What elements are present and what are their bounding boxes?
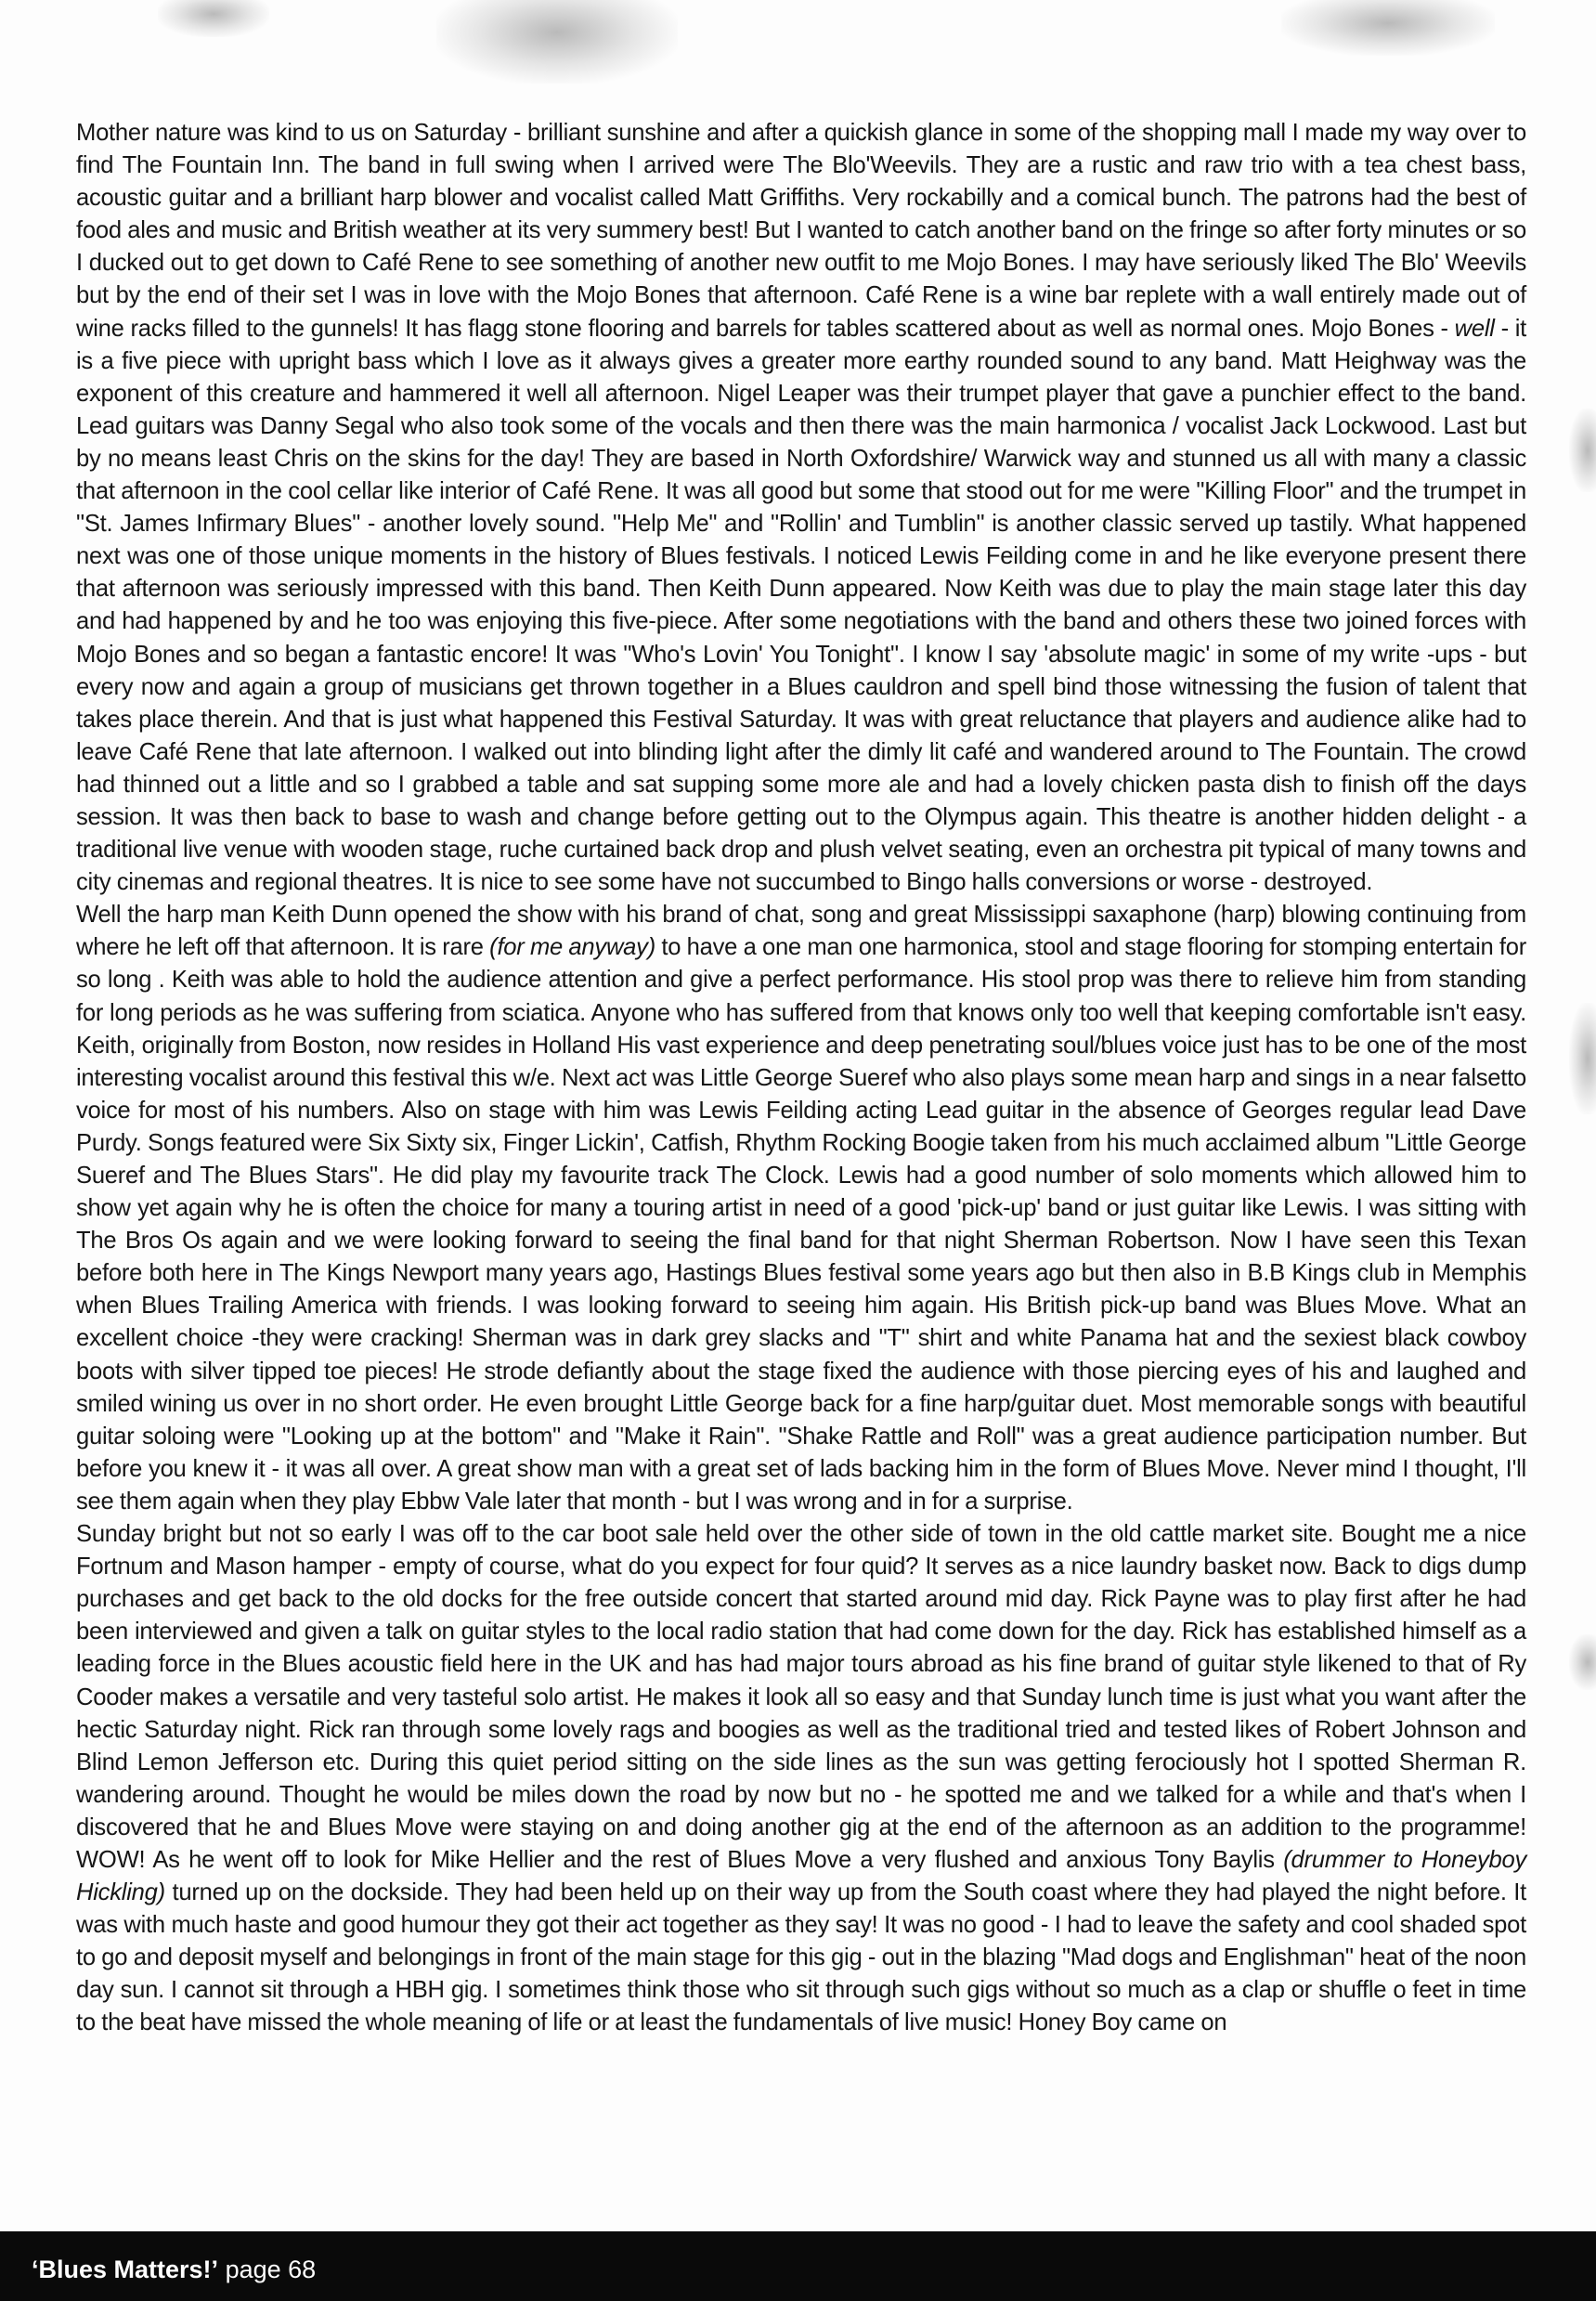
paragraph-text: turned up on the dockside. They had been held up on their way up from the South coast where they had played the night before. It was with much haste and good humour they got their act together as they say! It was no good - I had to leave the safety and cool shaded spot to go and deposit myself and belongings in front of the main stage for this gig - out in the blazing "Mad dogs and Englishman" heat of the noon day sun. I cannot sit through a HBH gig. I sometimes think those who sit through such gigs without so much as a clap or shuffle o feet in time to the beat have missed the whole meaning of life or at least the fundamentals of live music! Honey Boy came on [76,1879,1526,2036]
paragraph-text: - it is a five piece with upright bass which I love as it always gives a greater more earthy rounded sound to any band. Matt Heighway was the exponent of this creature and hammered it well all afternoon. Nigel Leaper was their trumpet player that gave a punchier effect to the band. Lead guitars was Danny Segal who also took some of the vocals and then there was the main harmonica / vocalist Jack Lockwood. Last but by no means least Chris on the skins for the day! They are based in North Oxfordshire/ Warwick way and stunned us all with many a classic that afternoon in the cool cellar like interior of Café Rene. It was all good but some that stood out for me were "Killing Floor" and the trumpet in "St. James Infirmary Blues" - another lovely sound. "Help Me" and "Rollin' and Tumblin" is another classic served up tastily. What happened next was one of those unique moments in the history of Blues festivals. I noticed Lewis Feilding come in and he like everyone present there that afternoon was seriously impressed with this band. Then Keith Dunn appeared. Now Keith was due to play the main stage later this day and had happened by and he too was enjoying this five-piece. After some negotiations with the band and others these two joined forces with Mojo Bones and so began a fantastic encore! It was "Who's Lovin' You Tonight". I know I say 'absolute magic' in some of my write -ups - but every now and again a group of musicians get thrown together in a Blues cauldron and spell bind those witnessing the fusion of talent that takes place therein. And that is just what happened this Festival Saturday. It was with great reluctance that players and audience alike had to leave Café Rene that late afternoon. I walked out into blinding light after the dimly lit café and wandered around to The Fountain. The crowd had thinned out a little and so I grabbed a table and sat supping some more ale and had a lovely chicken pasta dish to finish off the days session. It was then back to base to wash and change before getting out to the Olympus again. This theatre is another hidden delight - a traditional live venue with wooden stage, ruche curtained back drop and plush velvet seating, even an orchestra pit typical of many towns and city cinemas and regional theatres. It is nice to see some have not succumbed to Bingo halls conversions or worse - destroyed. [76,315,1526,896]
scan-smudge [1569,1634,1596,1690]
article-paragraph [76,1518,1526,2040]
italic-text: (for me anyway) [489,934,655,961]
article-paragraph [76,117,1526,899]
scan-smudge [158,0,269,37]
paragraph-text: Mother nature was kind to us on Saturday - brilliant sunshine and after a quickish glance in some of the shopping mall I made my way over to find The Fountain Inn. The band in full swing when I arrived were The Blo'Weevils. They are a rustic and raw trio with a tea chest bass, acoustic guitar and a brilliant harp blower and vocalist called Matt Griffiths. Very rockabilly and a comical bunch. The patrons had the best of food ales and music and British weather at its very summery best! But I wanted to catch another band on the fringe so after forty minutes or so I ducked out to get down to Café Rene to see something of another new outfit to me Mojo Bones. I may have seriously liked The Blo' Weevils but by the end of their set I was in love with the Mojo Bones that afternoon. Café Rene is a wine bar replete with a wall entirely made out of wine racks filled to the gunnels! It has flagg stone flooring and barrels for tables scattered about as well as normal ones. Mojo Bones - [76,120,1526,342]
magazine-title: ‘Blues Matters!’ [32,2256,219,2283]
page-number: page 68 [218,2256,317,2283]
scan-smudge [1569,1003,1596,1114]
scan-smudge [436,0,678,84]
paragraph-text: Well the harp man Keith Dunn opened the show with his brand of chat, song and great Mississippi saxaphone (harp) blowing continuing from where he left off that afternoon. It is rare [76,902,1526,961]
italic-text: well [1454,315,1495,342]
page-footer [0,2231,1596,2301]
footer-label [32,2256,316,2284]
italic-text: (drummer to Honeyboy Hickling) [76,1846,1527,1906]
paragraph-text: Sunday bright but not so early I was off to the car boot sale held over the other side of town in the old cattle market site. Bought me a nice Fortnum and Mason hamper - empty of course, what do you expect for four quid? It serves as a nice laundry basket now. Back to digs dump purchases and get back to the old docks for the free outside concert that started around mid day. Rick Payne was to play first after he had been interviewed and given a talk on guitar styles to the local radio station that had come down for the day. Rick has established himself as a leading force in the Blues acoustic field here in the UK and has had major tours abroad as his fine brand of guitar style likened to that of Ry Cooder makes a versatile and very tasteful solo artist. He makes it look all so easy and that Sunday lunch time is just what you want after the hectic Saturday night. Rick ran through some lovely rags and boogies as well as the traditional tried and tested likes of Robert Johnson and Blind Lemon Jefferson etc. During this quiet period sitting on the side lines as the sun was getting ferociously hot I spotted Sherman R. wandering around. Thought he would be miles down the road by now but no - he spotted me and we talked for a while and that's when I discovered that he and Blues Move were staying on and doing another gig at the end of the afternoon as an addition to the programme! WOW! As he went off to look for Mike Hellier and the rest of Blues Move a very flushed and anxious Tony Baylis [76,1521,1526,1873]
article-body [76,117,1526,2040]
scan-smudge [1281,0,1495,56]
article-paragraph [76,899,1526,1518]
scan-smudge [1569,409,1596,492]
paragraph-text: to have a one man one harmonica, stool and stage flooring for stomping entertain for so long . Keith was able to hold the audience attention and give a perfect performance. His stool prop was there to relieve him from standing for long periods as he was suffering from sciatica. Anyone who has suffered from that knows only too well that keeping comfortable isn't easy. Keith, originally from Boston, now resides in Holland His vast experience and deep penetrating soul/blues voice just has to be one of the most interesting vocalist around this festival this w/e. Next act was Little George Sueref who also plays some mean harp and sings in a near falsetto voice for most of his numbers. Also on stage with him was Lewis Feilding acting Lead guitar in the absence of Georges regular lead Dave Purdy. Songs featured were Six Sixty six, Finger Lickin', Catfish, Rhythm Rocking Boogie taken from his much acclaimed album "Little George Sueref and The Blues Stars". He did play my favourite track The Clock. Lewis had a good number of solo moments which allowed him to show yet again why he is often the choice for many a touring artist in need of a good 'pick-up' band or just guitar like Lewis. I was sitting with The Bros Os again and we were looking forward to seeing the final band for that night Sherman Robertson. Now I have seen this Texan before both here in The Kings Newport many years ago, Hastings Blues festival some years ago but then also in B.B Kings club in Memphis when Blues Trailing America with friends. I was looking forward to seeing him again. His British pick-up band was Blues Move. What an excellent choice -they were cracking! Sherman was in dark grey slacks and "T" shirt and white Panama hat and the sexiest black cowboy boots with silver tipped toe pieces! He strode defiantly about the stage fixed the audience with those piercing eyes of his and laughed and smiled wining us over in no short order. He even brought Little George back for a fine harp/guitar duet. Most memorable songs with beautiful guitar soloing were "Looking up at the bottom" and "Make it Rain". "Shake Rattle and Roll" was a great audience participation number. But before you knew it - it was all over. A great show man with a great set of lads backing him in the form of Blues Move. Never mind I thought, I'll see them again when they play Ebbw Vale later that month - but I was wrong and in for a surprise. [76,934,1527,1514]
